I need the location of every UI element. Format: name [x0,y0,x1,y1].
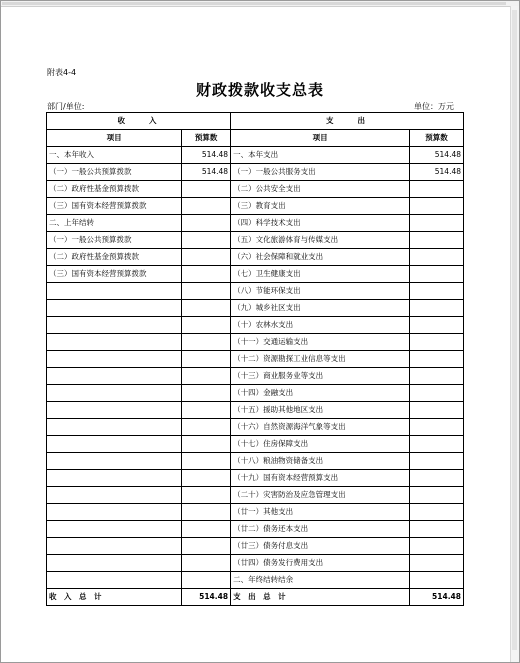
expense-value-cell[interactable] [410,470,464,487]
income-item-cell[interactable] [47,300,182,317]
income-item-cell[interactable]: （三）国有资本经营预算拨款 [47,198,182,215]
table-row [47,368,464,385]
income-item-cell[interactable]: 二、上年结转 [47,215,182,232]
table-row [47,555,464,572]
income-item-cell[interactable] [47,470,182,487]
income-value-cell[interactable] [182,181,231,198]
expense-value-cell[interactable] [410,453,464,470]
income-item-cell[interactable] [47,368,182,385]
income-value-cell[interactable] [182,385,231,402]
table-row [47,402,464,419]
income-value-cell[interactable] [182,419,231,436]
income-value-cell[interactable] [182,198,231,215]
table-row [47,266,464,283]
expense-value-cell[interactable]: 514.48 [410,164,464,181]
table-row [47,470,464,487]
income-value-cell[interactable] [182,351,231,368]
income-value-cell[interactable] [182,487,231,504]
income-item-cell[interactable] [47,436,182,453]
table-row [47,334,464,351]
table-row [47,181,464,198]
expense-item-cell[interactable]: （十六）自然资源海洋气象等支出 [231,419,410,436]
expense-value-cell[interactable] [410,300,464,317]
table-row [47,419,464,436]
expense-item-cell[interactable]: （六）社会保障和就业支出 [231,249,410,266]
vertical-scrollbar[interactable] [510,6,519,662]
expense-value-cell[interactable] [410,232,464,249]
expense-value-cell[interactable] [410,385,464,402]
income-item-cell[interactable] [47,402,182,419]
expense-value-cell[interactable] [410,504,464,521]
expense-item-cell[interactable]: （廿四）债务发行费用支出 [231,555,410,572]
expense-item-cell[interactable]: （二十）灾害防治及应急管理支出 [231,487,410,504]
expense-item-cell[interactable]: （廿一）其他支出 [231,504,410,521]
income-item-cell[interactable] [47,555,182,572]
table-row [47,147,464,164]
expense-value-cell[interactable] [410,572,464,589]
income-value-cell[interactable] [182,402,231,419]
income-value-cell[interactable]: 514.48 [182,147,231,164]
income-value-cell[interactable] [182,555,231,572]
expense-value-cell[interactable] [410,555,464,572]
expense-value-cell[interactable] [410,181,464,198]
table-row [47,453,464,470]
income-item-cell[interactable] [47,351,182,368]
income-value-cell[interactable] [182,436,231,453]
expense-item-cell[interactable]: 一、本年支出 [231,147,410,164]
expense-total-value[interactable]: 514.48 [410,589,464,606]
table-row [47,198,464,215]
expense-value-cell[interactable] [410,368,464,385]
income-item-cell[interactable] [47,283,182,300]
income-value-cell[interactable] [182,215,231,232]
income-item-cell[interactable]: （三）国有资本经营预算拨款 [47,266,182,283]
expense-value-cell[interactable] [410,249,464,266]
expense-value-cell[interactable] [410,215,464,232]
table-row [47,317,464,334]
page-title: 财政拨款收支总表 [195,81,324,99]
expense-item-cell[interactable]: （十四）金融支出 [231,385,410,402]
income-item-cell[interactable] [47,504,182,521]
expense-value-cell[interactable] [410,198,464,215]
totals-row [47,589,464,606]
income-value-cell[interactable] [182,538,231,555]
income-value-cell[interactable] [182,334,231,351]
expense-item-cell[interactable]: （十五）援助其他地区支出 [231,402,410,419]
income-value-cell[interactable] [182,368,231,385]
table-row [47,436,464,453]
income-item-cell[interactable]: （二）政府性基金预算拨款 [47,181,182,198]
expense-item-cell[interactable]: （十一）交通运输支出 [231,334,410,351]
expense-item-header: 项目 [231,130,410,147]
expense-budget-header: 预算数 [410,130,464,147]
income-value-cell[interactable] [182,283,231,300]
table-row [47,249,464,266]
expense-item-cell[interactable]: （十七）住房保障支出 [231,436,410,453]
table-row [47,351,464,368]
income-item-cell[interactable] [47,453,182,470]
income-budget-header: 预算数 [182,130,231,147]
expense-item-cell[interactable]: 二、年终结转结余 [231,572,410,589]
income-value-cell[interactable] [182,453,231,470]
income-value-cell[interactable] [182,232,231,249]
table-row [47,487,464,504]
income-value-cell[interactable] [182,317,231,334]
expense-value-cell[interactable]: 514.48 [410,147,464,164]
expense-value-cell[interactable] [410,538,464,555]
attachment-label: 附表4-4 [47,68,77,77]
expense-item-cell[interactable]: （三）教育支出 [231,198,410,215]
expense-item-cell[interactable]: （八）节能环保支出 [231,283,410,300]
expense-value-cell[interactable] [410,351,464,368]
income-item-cell[interactable]: （一）一般公共预算拨款 [47,232,182,249]
table-row [47,232,464,249]
table-row [47,283,464,300]
income-header: 收 入 [47,113,231,130]
table-row [47,385,464,402]
income-item-cell[interactable] [47,572,182,589]
table-row [47,164,464,181]
expense-item-cell[interactable]: （十三）商业服务业等支出 [231,368,410,385]
income-value-cell[interactable] [182,266,231,283]
income-item-cell[interactable] [47,521,182,538]
income-item-cell[interactable]: （二）政府性基金预算拨款 [47,249,182,266]
expense-value-cell[interactable] [410,317,464,334]
table-row [47,572,464,589]
section-header-row [47,113,464,130]
horizontal-scroll-thumb[interactable] [2,2,506,5]
income-value-cell[interactable] [182,521,231,538]
table-row [47,504,464,521]
income-value-cell[interactable] [182,300,231,317]
table-row [47,215,464,232]
expense-value-cell[interactable] [410,521,464,538]
expense-value-cell[interactable] [410,334,464,351]
income-value-cell[interactable] [182,249,231,266]
expense-item-cell[interactable]: （廿二）债务还本支出 [231,521,410,538]
income-item-cell[interactable]: （一）一般公共预算拨款 [47,164,182,181]
department-label: 部门/单位: [47,102,85,111]
expense-value-cell[interactable] [410,419,464,436]
expense-item-cell[interactable]: （十二）资源勘探工业信息等支出 [231,351,410,368]
column-header-row [47,130,464,147]
income-item-cell[interactable] [47,317,182,334]
expense-item-cell[interactable]: （一）一般公共服务支出 [231,164,410,181]
expense-value-cell[interactable] [410,283,464,300]
budget-table [46,112,464,606]
table-row [47,300,464,317]
expense-item-cell[interactable]: （七）卫生健康支出 [231,266,410,283]
expense-item-cell[interactable]: （四）科学技术支出 [231,215,410,232]
horizontal-scrollbar[interactable] [1,1,519,7]
expense-item-cell[interactable]: （十八）粮油物资储备支出 [231,453,410,470]
income-item-header: 项目 [47,130,182,147]
income-item-cell[interactable]: 一、本年收入 [47,147,182,164]
expense-value-cell[interactable] [410,436,464,453]
income-item-cell[interactable] [47,538,182,555]
expense-item-cell[interactable]: （九）城乡社区支出 [231,300,410,317]
expense-total-label[interactable]: 支 出 总 计 [231,589,410,606]
unit-label: 单位：万元 [414,102,454,111]
income-value-cell[interactable] [182,470,231,487]
table-row [47,521,464,538]
vertical-scroll-thumb[interactable] [512,10,517,650]
expense-item-cell[interactable]: （廿三）债务付息支出 [231,538,410,555]
expense-item-cell[interactable]: （二）公共安全支出 [231,181,410,198]
income-value-cell[interactable] [182,572,231,589]
income-value-cell[interactable] [182,504,231,521]
income-total-label[interactable]: 收 入 总 计 [47,589,182,606]
expense-value-cell[interactable] [410,266,464,283]
expense-item-cell[interactable]: （五）文化旅游体育与传媒支出 [231,232,410,249]
income-total-value[interactable]: 514.48 [182,589,231,606]
income-value-cell[interactable]: 514.48 [182,164,231,181]
expense-header: 支 出 [231,113,464,130]
expense-value-cell[interactable] [410,402,464,419]
expense-value-cell[interactable] [410,487,464,504]
income-item-cell[interactable] [47,487,182,504]
income-item-cell[interactable] [47,419,182,436]
expense-item-cell[interactable]: （十）农林水支出 [231,317,410,334]
income-item-cell[interactable] [47,385,182,402]
income-item-cell[interactable] [47,334,182,351]
table-row [47,538,464,555]
expense-item-cell[interactable]: （十九）国有资本经营预算支出 [231,470,410,487]
